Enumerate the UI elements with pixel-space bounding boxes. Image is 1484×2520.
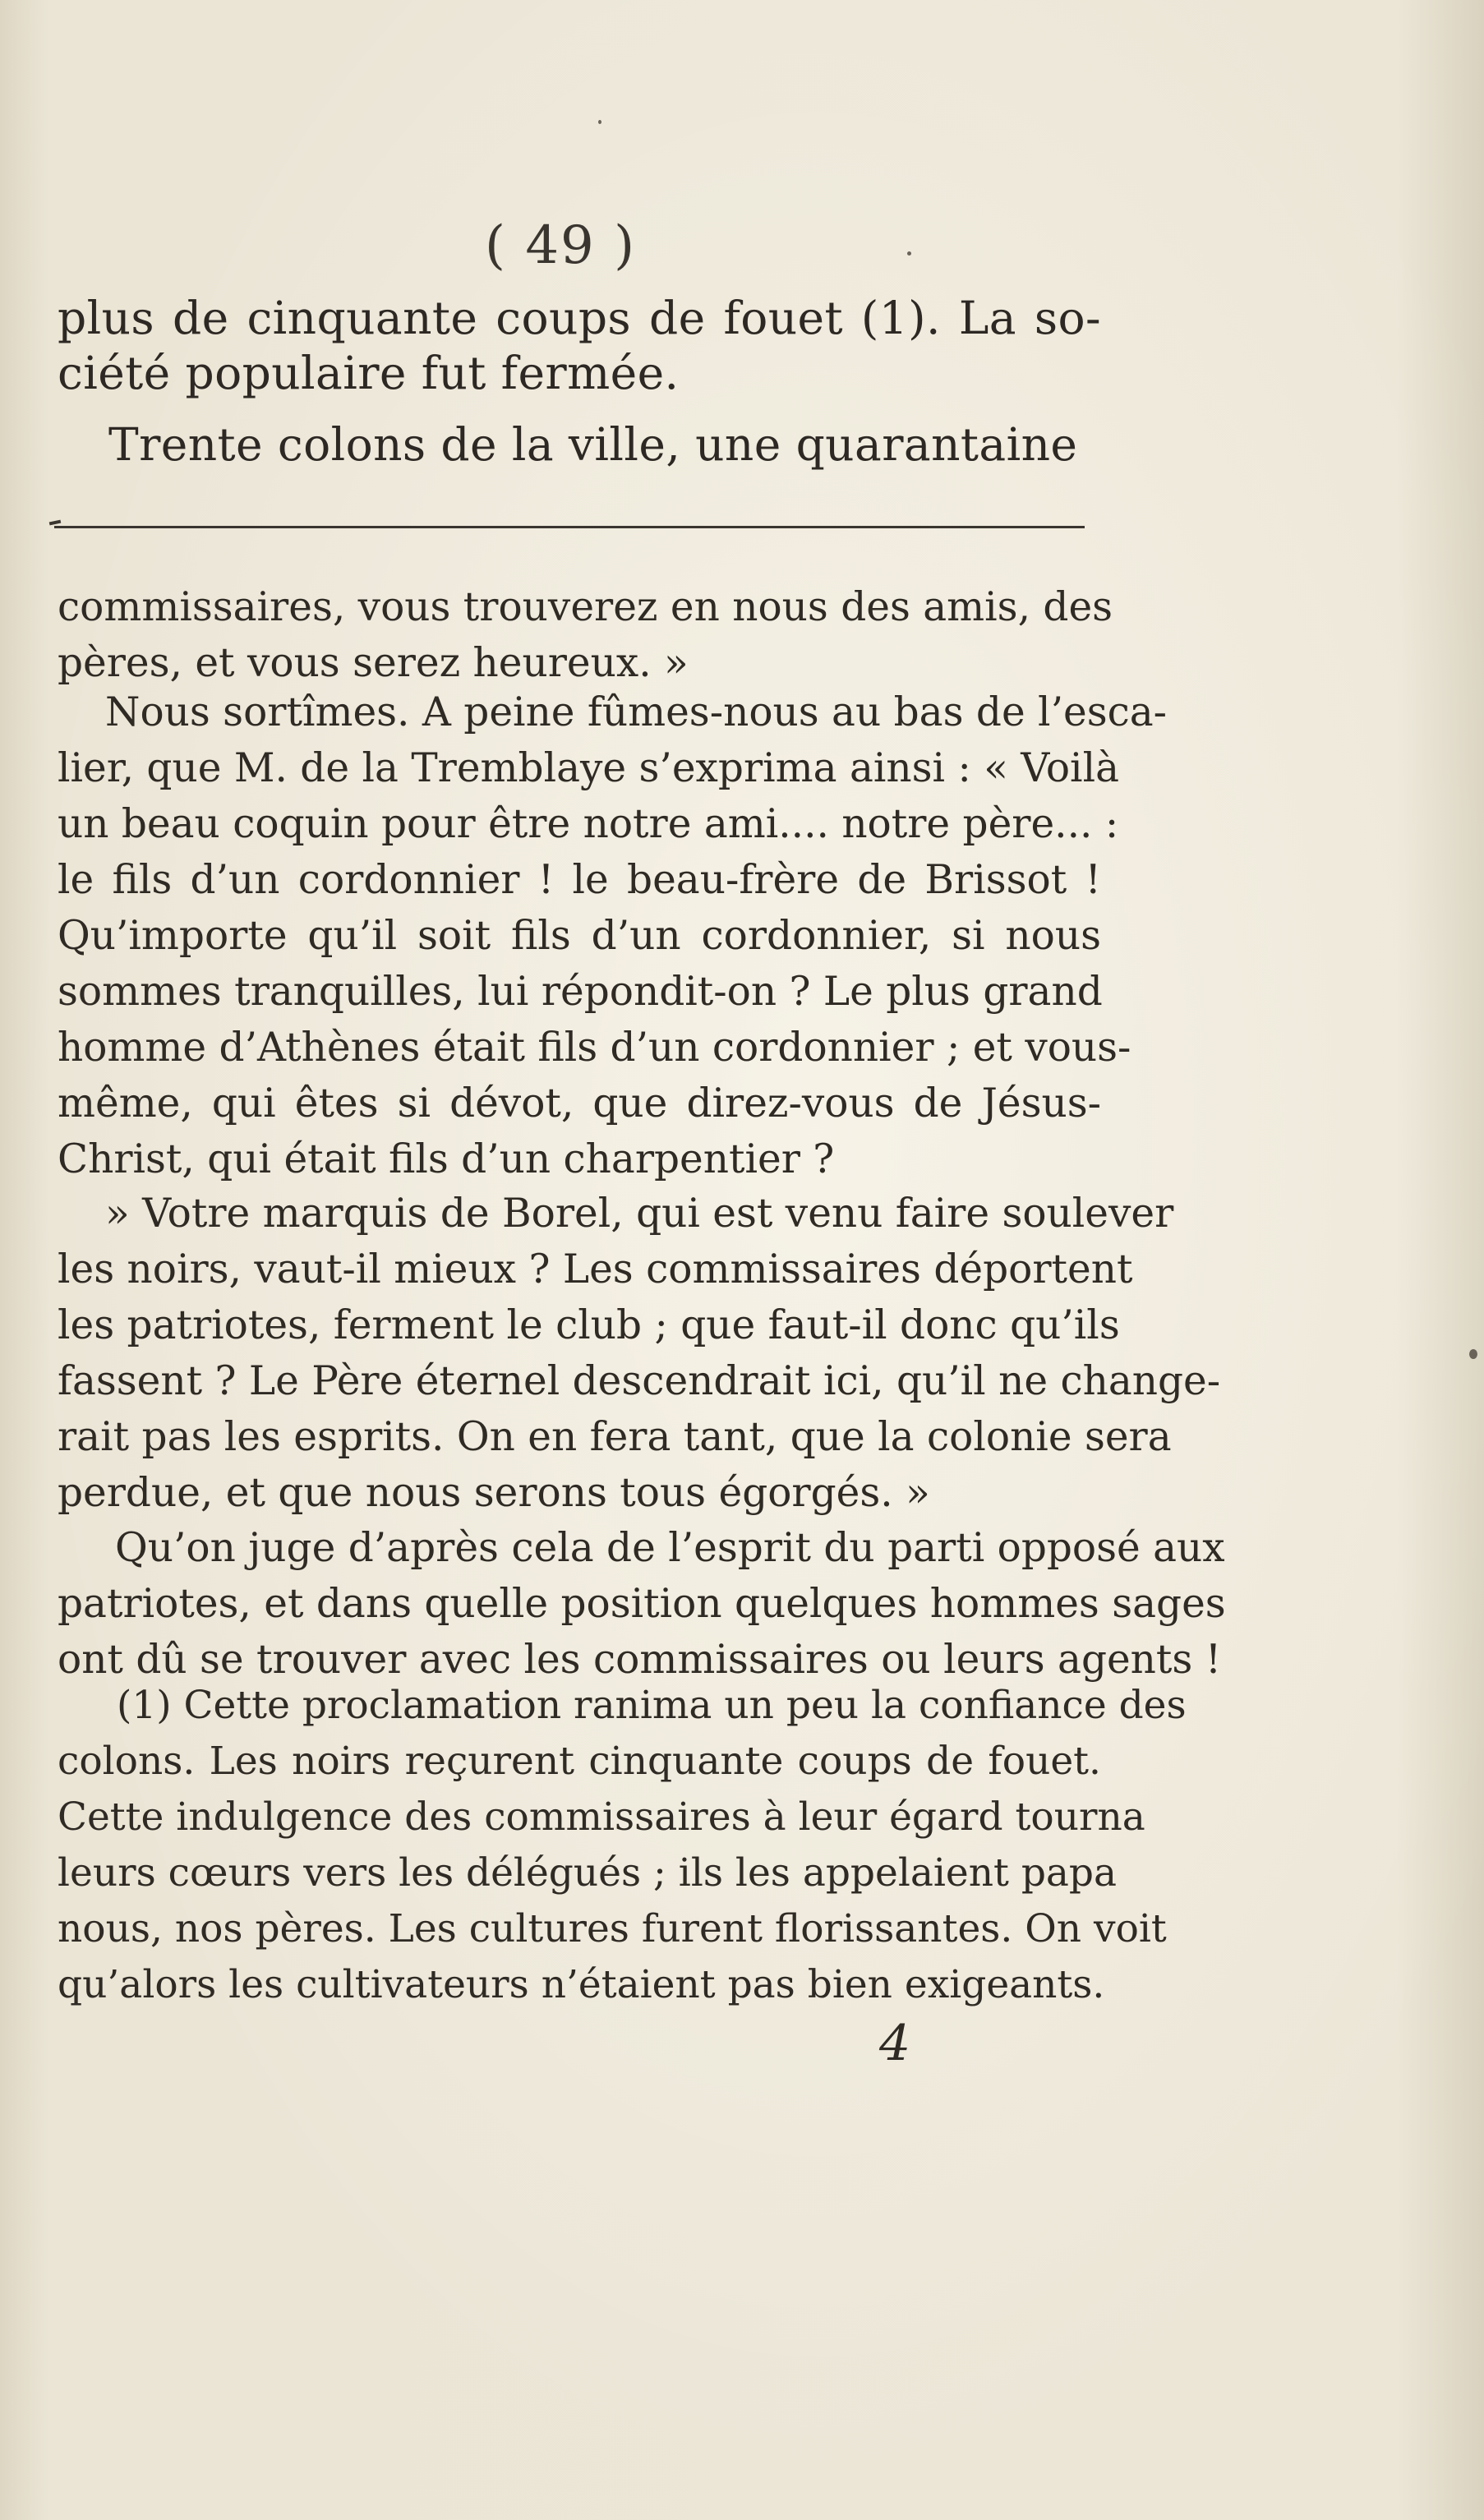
footnote-line: colons. Les noirs reçurent cinquante coups de fouet.	[58, 1739, 1101, 1784]
text-line: lier, que M. de la Tremblaye s’exprima ainsi : « Voilà	[58, 745, 1119, 791]
text-line: sommes tranquilles, lui répondit-on ? Le plus grand	[58, 969, 1103, 1015]
footnote-line: nous, nos pères. Les cultures furent florissantes. On voit	[58, 1906, 1167, 1951]
text-line: le fils d’un cordonnier ! le beau-frère de Brissot !	[58, 857, 1101, 903]
text-line: Christ, qui était fils d’un charpentier ?	[58, 1136, 835, 1182]
footnote-line: leurs cœurs vers les délégués ; ils les appelaient papa	[58, 1850, 1118, 1896]
footnote-line: qu’alors les cultivateurs n’étaient pas bien exigeants.	[58, 1962, 1105, 2007]
ink-speck	[1469, 1349, 1477, 1359]
text-line: commissaires, vous trouverez en nous des amis, des	[58, 584, 1113, 630]
text-line: Qu’importe qu’il soit fils d’un cordonnier, si nous	[58, 913, 1101, 959]
text-line: » Votre marquis de Borel, qui est venu faire soulever	[105, 1191, 1174, 1237]
text-line: les patriotes, ferment le club ; que faut-il donc qu’ils	[58, 1302, 1120, 1348]
footnote-line: Cette indulgence des commissaires à leur égard tourna	[58, 1794, 1145, 1840]
text-line: plus de cinquante coups de fouet (1). La so-	[58, 292, 1101, 344]
text-line: Trente colons de la ville, une quarantaine	[108, 418, 1078, 471]
ink-speck	[598, 120, 601, 124]
text-line: patriotes, et dans quelle position quelques hommes sages	[58, 1581, 1226, 1627]
text-line: Nous sortîmes. A peine fûmes-nous au bas de l’esca-	[105, 689, 1168, 735]
text-line: rait pas les esprits. On en fera tant, que la colonie sera	[58, 1414, 1172, 1460]
section-rule	[54, 526, 1085, 528]
text-line: ciété populaire fut fermée.	[58, 347, 680, 399]
text-line: perdue, et que nous serons tous égorgés. »	[58, 1470, 930, 1516]
rule-tick	[49, 520, 62, 526]
text-line: les noirs, vaut-il mieux ? Les commissaires déportent	[58, 1246, 1133, 1292]
text-line: Qu’on juge d’après cela de l’esprit du parti opposé aux	[115, 1525, 1225, 1571]
text-line: un beau coquin pour être notre ami.... notre père... :	[58, 801, 1119, 847]
text-line: pères, et vous serez heureux. »	[58, 640, 689, 686]
signature-mark: 4	[879, 2015, 911, 2072]
page-number: ( 49 )	[485, 215, 637, 276]
text-line: même, qui êtes si dévot, que direz-vous de Jésus-	[58, 1080, 1101, 1126]
ink-speck	[907, 251, 911, 256]
text-line: homme d’Athènes était fils d’un cordonnier ; et vous-	[58, 1025, 1131, 1071]
text-line: fassent ? Le Père éternel descendrait ici, qu’il ne change-	[58, 1358, 1221, 1404]
footnote-line: (1) Cette proclamation ranima un peu la confiance des	[117, 1683, 1187, 1728]
text-line: ont dû se trouver avec les commissaires ou leurs agents !	[58, 1637, 1222, 1683]
